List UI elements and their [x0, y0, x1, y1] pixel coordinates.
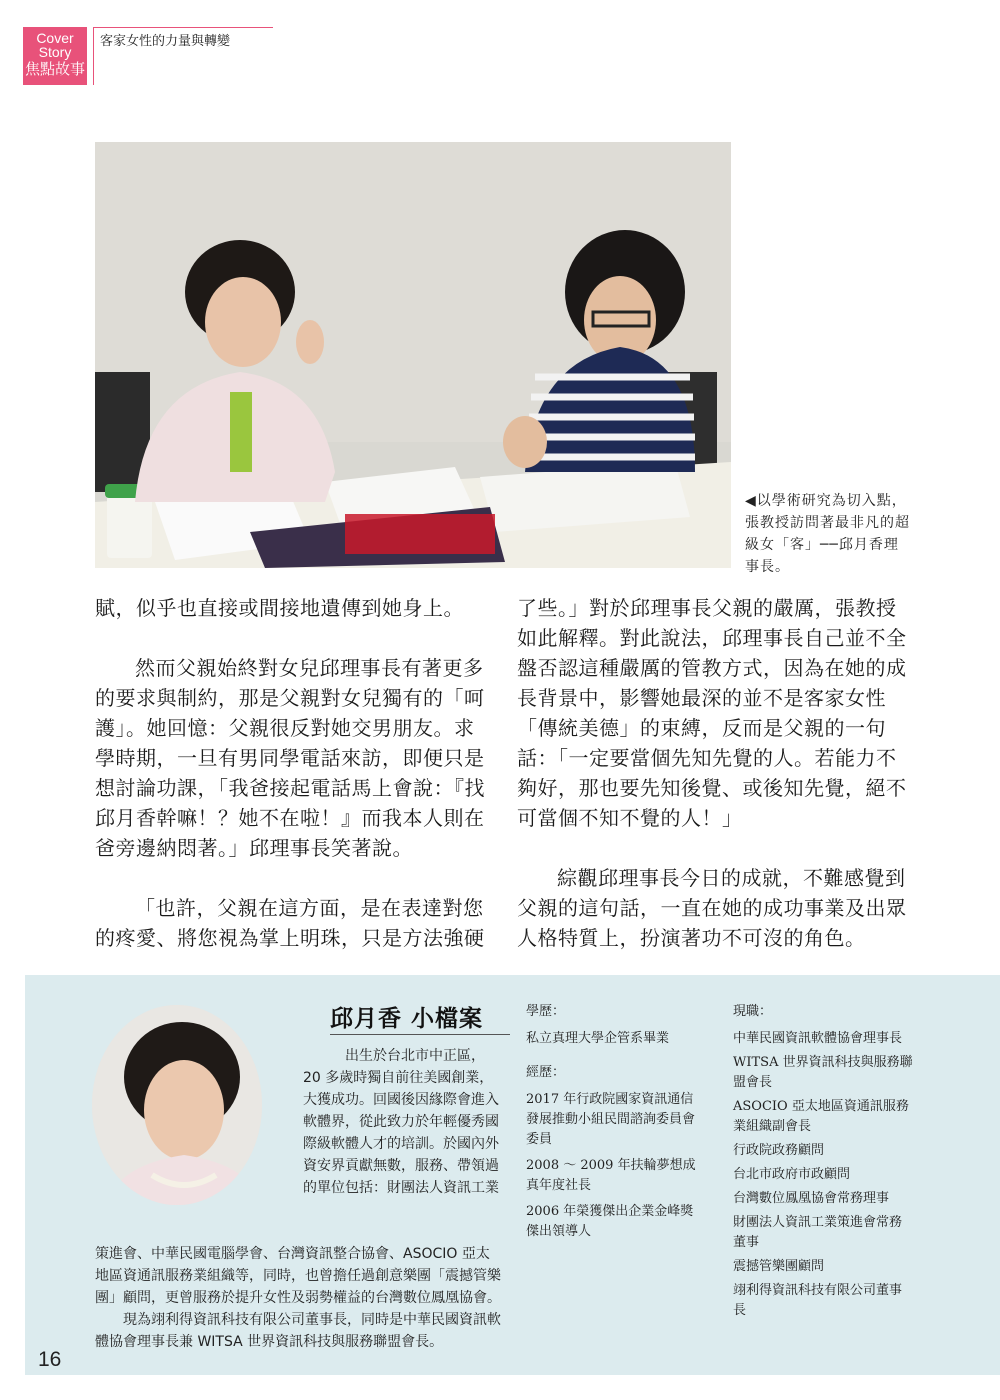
experience-heading: 經歷： [526, 1065, 566, 1080]
paragraph: 了些。」對於邱理事長父親的嚴厲，張教授如此解釋。對此說法，邱理事長自己並不全盤否認這種嚴厲的管教方式，因為在她的成長背景中，影響她最深的並不是客家女性「傳統美德」的束縛，反而是父親的一句話：「一定要當個先知先覺的人。若能力不夠好，那也要先知後覺、或後知先覺，絕不可當個不知不覺的人！」 [517, 596, 907, 830]
bio-paragraph: 策進會、中華民國電腦學會、台灣資訊整合協會、ASOCIO 亞太地區資通訊服務業組織等，同時，也曾擔任過創意樂團「震撼管樂團」顧問，更曾服務於提升女性及弱勢權益的台灣數位鳳凰協會。 [95, 1246, 501, 1306]
cover-label: Cover [36, 30, 74, 46]
left-column [95, 593, 490, 953]
profile-title-rule [330, 1034, 510, 1035]
paragraph: 賦，似乎也直接或間接地遺傳到她身上。 [95, 596, 464, 620]
section-label: 焦點故事 [24, 60, 85, 78]
current-positions-list [733, 1002, 913, 1325]
current-item: 翊利得資訊科技有限公司董事長 [733, 1283, 903, 1318]
photo-caption: ◀以學術研究為切入點，張教授訪問著最非凡的超級女「客」──邱月香理事長。 [745, 493, 910, 575]
current-item: 行政院政務顧問 [733, 1143, 825, 1158]
current-item: 台北市政府市政顧問 [733, 1167, 851, 1182]
page-number: 16 [38, 1348, 62, 1371]
education-experience-list [526, 1002, 706, 1248]
education-item: 私立真理大學企管系畢業 [526, 1031, 670, 1046]
profile-title: 邱月香 小檔案 [330, 1006, 484, 1032]
story-label: Story [38, 44, 72, 60]
interview-photo [95, 142, 731, 568]
current-item: 震撼管樂團顧問 [733, 1259, 825, 1274]
profile-bio-bottom [95, 1243, 501, 1353]
experience-item: 2008 ～ 2009 年扶輪夢想成真年度社長 [526, 1158, 696, 1193]
experience-item: 2006 年榮獲傑出企業金峰獎傑出領導人 [526, 1204, 694, 1239]
education-heading: 學歷： [526, 1004, 566, 1019]
current-item: 財團法人資訊工業策進會常務董事 [733, 1215, 903, 1250]
current-item: 台灣數位鳳凰協會常務理事 [733, 1191, 890, 1206]
profile-bio-top [303, 1045, 501, 1199]
current-item: 中華民國資訊軟體協會理事長 [733, 1031, 903, 1046]
header-divider-vertical [93, 27, 94, 85]
bio-paragraph: 出生於台北市中正區，20 多歲時獨自前往美國創業，大獲成功。回國後因緣際會進入軟體界，從此致力於年輕優秀國際級軟體人才的培訓。於國內外資安界貢獻無數，服務、帶領過的單位包括：財團法人資訊工業 [303, 1048, 499, 1196]
current-heading: 現職： [733, 1004, 773, 1019]
header-divider-horizontal [93, 27, 273, 28]
series-title: 客家女性的力量與轉變 [100, 34, 231, 49]
current-item: ASOCIO 亞太地區資通訊服務業組織副會長 [733, 1099, 909, 1134]
current-item: WITSA 世界資訊科技與服務聯盟會長 [733, 1055, 913, 1090]
right-column [517, 593, 912, 953]
paragraph: 綜觀邱理事長今日的成就，不難感覺到父親的這句話，一直在她的成功事業及出眾人格特質上，扮演著功不可沒的角色。 [517, 866, 907, 950]
paragraph: 「也許，父親在這方面，是在表達對您的疼愛、將您視為掌上明珠，只是方法強硬 [95, 896, 485, 950]
experience-item: 2017 年行政院國家資訊通信發展推動小組民間諮詢委員會委員 [526, 1092, 696, 1147]
bio-paragraph: 現為翊利得資訊科技有限公司董事長，同時是中華民國資訊軟體協會理事長兼 WITSA 世界資訊科技與服務聯盟會長。 [95, 1312, 501, 1350]
paragraph: 然而父親始終對女兒邱理事長有著更多的要求與制約，那是父親對女兒獨有的「呵護」。她回憶：父親很反對她交男朋友。求學時期，一旦有男同學電話來訪，即便只是想討論功課，「我爸接起電話馬上會說：『找邱月香幹嘛！？她不在啦！』而我本人則在爸旁邊納悶著。」邱理事長笑著說。 [95, 656, 485, 860]
profile-portrait [92, 1005, 262, 1205]
cover-story-tag [23, 27, 87, 85]
